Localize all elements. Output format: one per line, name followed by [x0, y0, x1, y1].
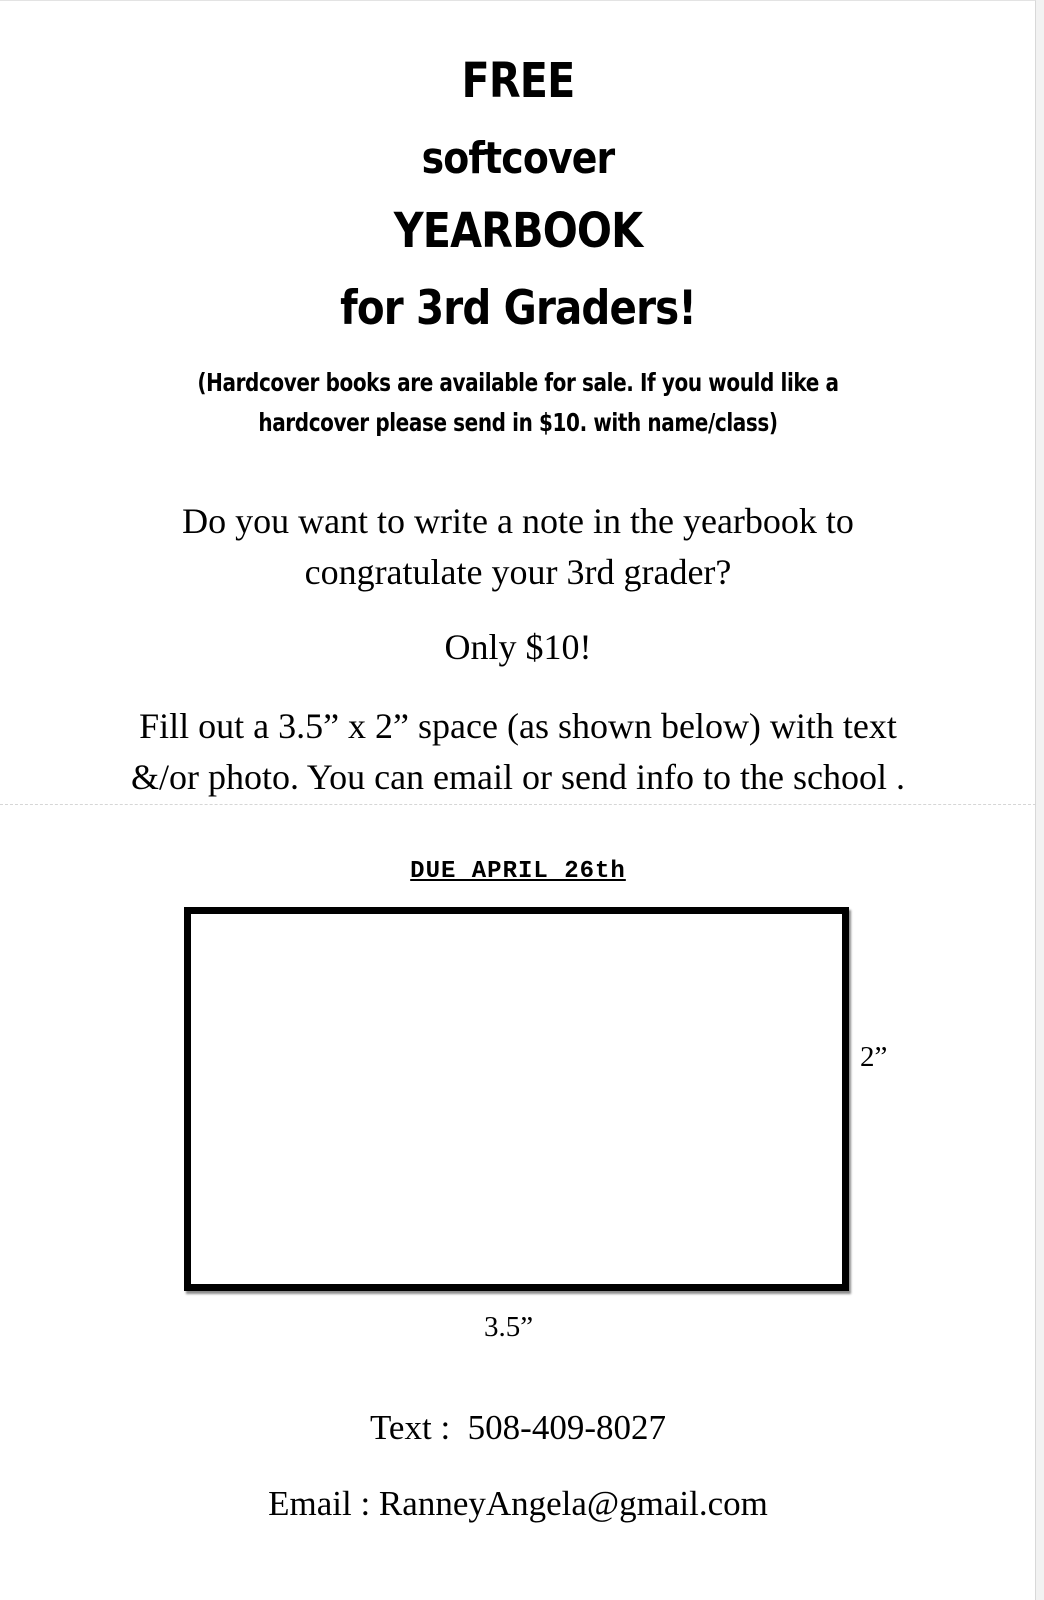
note-space-box: [184, 907, 849, 1291]
contact-email: Email : RanneyAngela@gmail.com: [268, 1484, 768, 1523]
contact-text-number: Text : 508-409-8027: [370, 1408, 666, 1447]
instructions-line2: &/or photo. You can email or send info to the school .: [131, 757, 905, 797]
headline-softcover: softcover: [421, 133, 615, 184]
instructions-line1: Fill out a 3.5” x 2” space (as shown below) with text: [139, 706, 897, 746]
due-date: DUE APRIL 26th: [410, 858, 626, 885]
fold-divider: [0, 804, 1036, 805]
question-line2: congratulate your 3rd grader?: [304, 552, 732, 592]
headline-free: FREE: [461, 53, 575, 109]
hardcover-note-line1: (Hardcover books are available for sale. If you would like a: [197, 368, 839, 397]
headline-yearbook: YEARBOOK: [393, 203, 643, 259]
box-width-label: 3.5”: [484, 1311, 534, 1343]
box-height-label: 2”: [860, 1041, 888, 1073]
price: Only $10!: [444, 627, 592, 667]
hardcover-note-line2: hardcover please send in $10. with name/class): [258, 408, 778, 437]
headline-3rd-graders: for 3rd Graders!: [340, 281, 696, 336]
question-line1: Do you want to write a note in the yearbook to: [182, 501, 854, 541]
